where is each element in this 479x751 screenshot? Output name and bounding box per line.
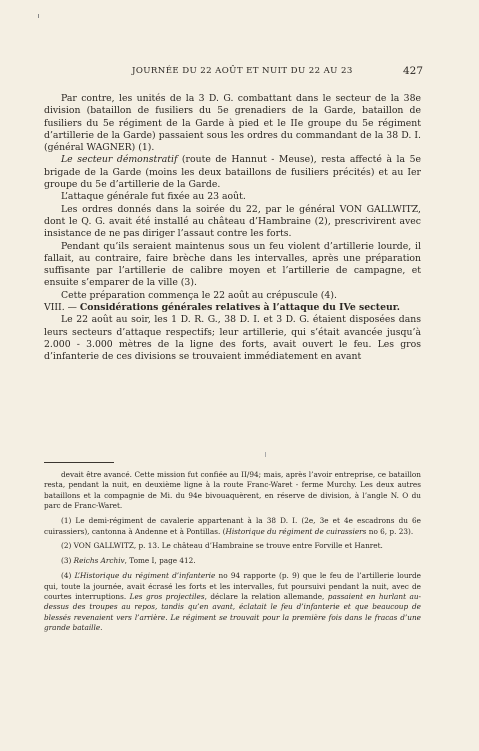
page-header [42,66,423,80]
footnote-3-text: , Tome I, page 412. [124,556,196,566]
footnote-4 [44,571,421,633]
paragraph-4: Les ordres donnés dans la soirée du 22, par le général VON GALLWITZ, dont le Q. G. avait été installé au château d’Hambraine (2), prescrivirent avec insistance de ne pas diriger l’assaut contre les forts. [44,203,421,240]
paragraph-2-italic: Le secteur démonstratif [61,154,178,166]
footnote-1-end: no 6, p. 23). [366,526,414,536]
section-title: Considérations générales relatives à l’attaque du IVe secteur. [79,302,401,314]
footnote-4-number: (4) [61,571,75,581]
footnote-rule [44,462,114,463]
footnote-1-text: (1) Le demi-régiment de cavalerie appartenant à la 38 D. I. (2e, 3e et 4e escadrons du 6e cuirassiers), cantonna à Andenne et à Pontillas. ( [44,516,421,536]
footnote-4-text: no 94 rapporte (p. 9) que le feu de l’artillerie lourde qui, toute la journée, avait écrasé les forts et les intervalles, fut poursuivi pendant la nuit, avec de courtes interruptions. [44,571,421,602]
margin-mark [265,452,266,457]
paragraph-7: Le 22 août au soir, les 1 D. R. G., 38 D. I. et 3 D. G. étaient disposées dans leurs secteurs d’attaque respectifs; leur artillerie, qui s’était avancée jusqu’à 2.000 - 3.000 mètres de la ligne des forts, avait ouvert le feu. Les gros d’infanterie de ces divisions se trouvaient immédiatement en avant [44,314,421,363]
footnotes [44,470,421,638]
paragraph-3: L’attaque générale fut fixée au 23 août. [61,191,246,203]
paragraph-2 [44,154,421,191]
footnote-3 [44,556,421,566]
footnote-continuation: devait être avancé. Cette mission fut confiée au II/94; mais, après l’avoir entreprise, ce bataillon resta, pendant la nuit, en deuxième ligne à la route Franc-Waret - ferme Murchy. Les deux autres bataillons et la compagnie de Mi. du 94e bivouaquèrent, en réserve de division, à l’angle N. O du parc de Franc-Waret. [44,470,421,511]
margin-mark [38,14,39,18]
footnote-4-italic-quote: Les gros projectiles [129,592,205,602]
footnote-3-italic: Reichs Archiv [73,556,125,566]
paragraph-6: Cette préparation commença le 22 août au crépuscule (4). [61,289,337,301]
paragraph-5: Pendant qu’ils seraient maintenus sous un feu violent d’artillerie lourde, il fallait, au contraire, faire brèche dans les intervalles, après une préparation suffisante par l’artillerie de calibre moyen et l’artillerie de campagne, et ensuite s’emparer de la ville (3). [44,240,421,289]
page-number: 427 [402,65,423,77]
footnote-4-text-2: , déclare la relation allemande, [204,592,328,602]
running-title: JOURNÉE DU 22 AOÛT ET NUIT DU 22 AU 23 [132,66,353,76]
footnote-1 [44,516,421,537]
main-text [44,93,421,364]
paragraph-1: Par contre, les unités de la 3 D. G. combattant dans le secteur de la 38e division (bataillon de fusiliers du 5e grenadiers de la Garde, bataillon de fusiliers du 5e régiment de la Garde à pied et le IIe groupe du 5e régiment d’artillerie de la Garde) passaient sous les ordres du commandant de la 38 D. I. (général WAGNER) (1). [44,93,421,154]
section-heading [44,302,421,314]
section-number: VIII. — [44,302,80,314]
footnote-3-number: (3) [61,556,74,566]
footnote-4-italic-quote-2: passaient en hurlant au-dessus des troupes au repos, tandis qu’en avant, éclatait le feu d’infanterie et que beaucoup de blessés revenaient vers l’arrière. Le régiment se trouvait pour la première fois dans le fracas d’une grande bataille. [44,592,421,633]
footnote-2-author: (2) VON GALLWITZ [61,541,134,551]
footnote-2 [44,541,421,551]
footnote-2-text: , p. 13. Le château d’Hambraine se trouve entre Forville et Hanret. [133,541,383,551]
paragraph-2-rest: (route de Hannut - Meuse), resta affecté à la 5e brigade de la Garde (moins les deux bataillons de fusiliers précités) et au Ier groupe du 5e d’artillerie de la Garde. [44,154,421,191]
footnote-4-italic-title: L’Historique du régiment d’infanterie [74,571,216,581]
footnote-1-italic: Historique du régiment de cuirassiers [225,526,367,536]
